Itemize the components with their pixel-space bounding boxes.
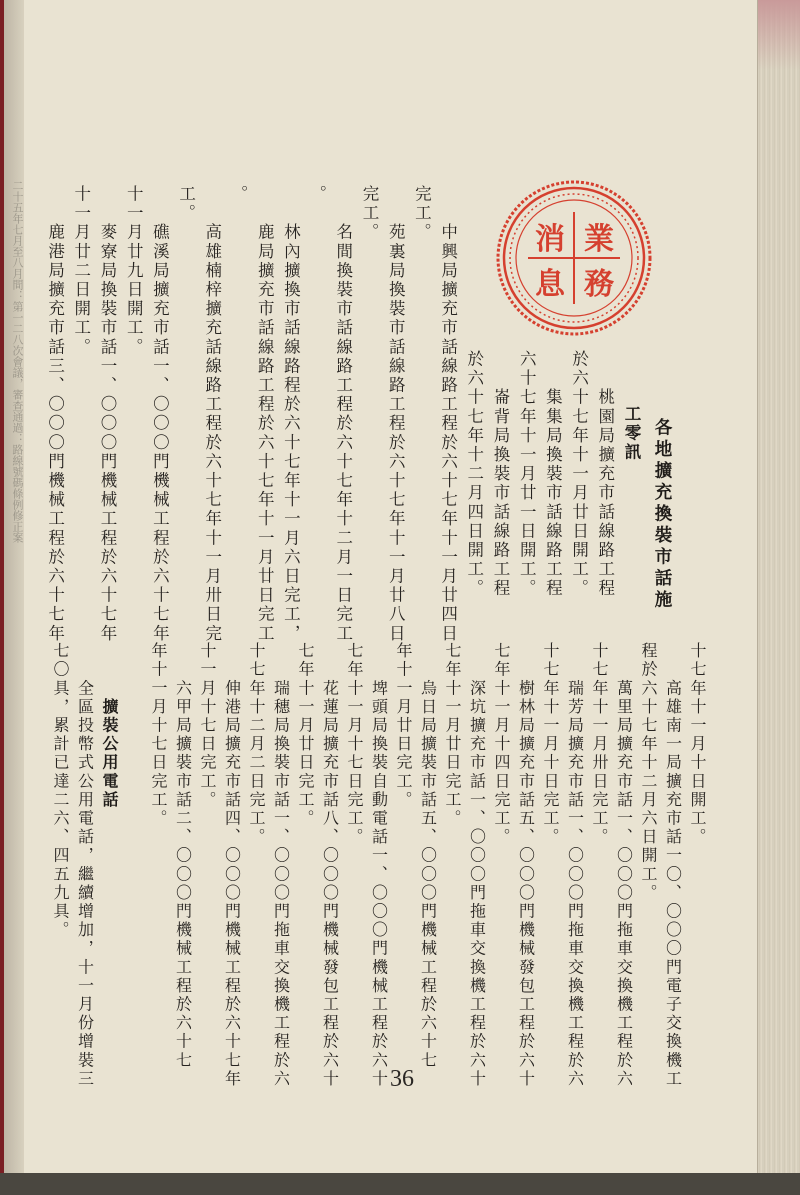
section-heading-cont: 工零訊 [622,405,641,463]
sub-heading: 擴裝公用電話 [100,642,119,810]
text-column: 十一月十七日完工。 [198,642,217,810]
text-column: 七年十一月十七日完工。 [345,642,364,847]
stamp-char: 務 [584,267,614,302]
text-column: 烏日局擴裝市話五、〇〇〇門機械工程於六十七 [418,642,438,1070]
text-column: 十七年十一月卅日完工。 [590,642,609,847]
text-column: 埤頭局換裝自動電話一、〇〇〇門機械工程於六十 [369,642,389,1089]
text-column: 苑裏局換裝市話線路工程於六十七年十一月廿八日 [386,185,406,644]
bleed-through-text: 二十五年七月至八月間：第一二八次會議，審查通過：路線號碼條例修正案 [11,180,24,543]
book-binding [0,0,4,1195]
text-column: 鹿港局擴充市話三、〇〇〇門機械工程於六十七年 [45,185,65,644]
text-column: 深坑擴充市話一、〇〇〇門拖車交換機工程於六十 [467,642,487,1089]
text-column: 桃園局擴充市話線路工程 [595,350,615,599]
text-column: 麥寮局換裝市話一、〇〇〇門機械工程於六十七年 [98,185,117,644]
text-column: 七年十一月廿日完工。 [296,642,315,828]
text-column: 崙背局換裝市話線路工程 [491,350,510,599]
text-column: 高雄楠梓擴充話線路工程於六十七年十一月卅日完 [202,185,222,644]
text-column: 鹿局擴充市話線路工程於六十七年十一月廿日完工 [255,185,275,644]
text-column: 於六十七年十二月四日開工。 [464,350,484,599]
text-column: 樹林局擴充市話五、〇〇〇門機械發包工程於六十 [516,642,536,1089]
text-column: 高雄南一局擴充市話一〇、〇〇〇門電子交換機工 [663,642,683,1089]
text-column: 十一月廿二日開工。 [71,185,91,357]
text-column: 年十一月十七日完工。 [149,642,168,828]
text-column: 花蓮局擴充市話八、〇〇〇門機械發包工程於六十 [320,642,340,1089]
text-column: 瑞穗局換裝市話一、〇〇〇門拖車交換機工程於六 [271,642,291,1089]
text-column: 集集局換裝市話線路工程 [543,350,563,599]
page-stack-edge [757,0,800,1195]
section-heading: 各地擴充換裝市話施 [652,418,672,612]
text-column: 十七年十二月二日完工。 [247,642,266,847]
text-column: 工。 [176,185,196,224]
text-column: 完工。 [412,185,432,243]
text-column: 礁溪局擴充市話一、〇〇〇門機械工程於六十七年 [150,185,170,644]
text-column: 萬里局擴充市話一、〇〇〇門拖車交換機工程於六 [614,642,634,1089]
text-column: 。 [229,185,248,205]
text-column: 名間換裝市話線路工程於六十七年十二月一日完工 [333,185,353,644]
text-column: 年十一月廿日完工。 [394,642,413,810]
page-number: 36 [390,1066,414,1092]
text-column: 伸港局擴充市話四、〇〇〇門機械工程於六十七年 [222,642,242,1089]
stamp-char: 消 [535,222,565,257]
text-column: 中興局擴充市話線路工程於六十七年十一月廿四日 [438,185,458,644]
text-column: 七年十一月十四日完工。 [492,642,511,847]
text-column: 十一月廿九日開工。 [124,185,144,357]
text-column: 林內擴換市話線路程於六十七年十一月六日完工， [281,185,301,644]
text-column: 六十七年十一月廿一日開工。 [517,350,537,599]
stamp-char: 業 [584,222,614,257]
info-stamp [494,178,654,338]
text-column: 六甲局擴裝市話二、〇〇〇門機械工程於六十七 [173,642,193,1070]
page-stack-tint [758,0,800,70]
text-column: 十七年十一月十日完工。 [541,642,560,847]
text-column: 十七年十一月十日開工。 [688,642,707,847]
text-column: 。 [307,185,327,205]
text-column: 完工。 [360,185,379,243]
stamp-char: 息 [535,267,565,302]
text-column: 七〇具，累計已達二六、四五九具。 [51,642,70,940]
scanner-bed [0,1173,800,1195]
text-column: 程於六十七年十二月六日開工。 [639,642,658,903]
text-column: 全區投幣式公用電話，繼續增加，十一月份增裝三 [75,642,95,1089]
text-column: 七年十一月廿日完工。 [443,642,462,828]
stamp-ring [498,182,650,334]
text-column: 於六十七年十一月廿日開工。 [569,350,589,599]
text-column: 瑞芳局擴充市話一、〇〇〇門拖車交換機工程於六 [565,642,585,1089]
